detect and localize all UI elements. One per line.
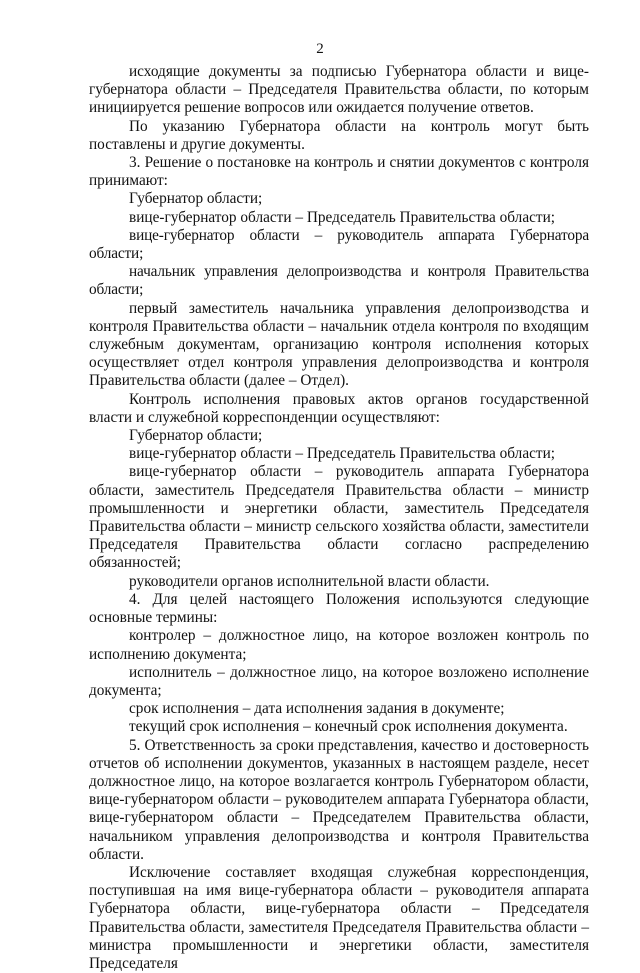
document-body (89, 63, 589, 973)
paragraph: Исключение составляет входящая служебная корреспонденция, поступившая на имя вице-губернатора области – руководителя аппарата Губернатора области, вице-губернатора области – Председателя Правительства области, заместителя Председателя Правительства области – министра промышленности и энергетики области, заместителя Председателя (89, 863, 589, 972)
paragraph: срок исполнения – дата исполнения задания в документе; (129, 700, 505, 718)
paragraph: вице-губернатор области – Председатель Правительства области; (129, 208, 556, 226)
paragraph: начальник управления делопроизводства и контроля Правительства области; (89, 263, 589, 299)
paragraph: 3. Решение о постановке на контроль и снятии документов с контроля принимают: (89, 154, 589, 190)
paragraph: исходящие документы за подписью Губернатора области и вице-губернатора области – Председателя Правительства области, по которым инициируется решение вопросов или ожидается получение ответов. (89, 63, 589, 117)
paragraph: Губернатор области; (129, 427, 263, 445)
paragraph: контролер – должностное лицо, на которое возложен контроль по исполнению документа; (89, 627, 589, 663)
paragraph: руководители органов исполнительной власти области. (129, 572, 490, 590)
paragraph: исполнитель – должностное лицо, на которое возложено исполнение документа; (89, 663, 589, 699)
paragraph: вице-губернатор области – руководитель аппарата Губернатора области; (89, 226, 589, 263)
paragraph: первый заместитель начальника управления делопроизводства и контроля Правительства области – начальник отдела контроля по входящим служебным документам, организацию контроля исполнения которых осуществляет отдел контроля управления делопроизводства и контроля Правительства области (далее – Отдел). (89, 299, 589, 390)
paragraph: текущий срок исполнения – конечный срок исполнения документа. (129, 718, 568, 736)
paragraph: Губернатор области; (129, 190, 263, 208)
paragraph: Контроль исполнения правовых актов органов государственной власти и служебной корреспонденции осуществляют: (89, 390, 589, 426)
paragraph: вице-губернатор области – Председатель Правительства области; (129, 445, 556, 463)
paragraph: 5. Ответственность за сроки представления, качество и достоверность отчетов об исполнении документов, указанных в настоящем разделе, несет должностное лицо, на которое возлагается контроль Губернатором области, вице-губернатором области – руководителем аппарата Губернатора области, вице-губернатором области – Председателем Правительства области, начальником управления делопроизводства и контроля Правительства области. (89, 736, 589, 863)
paragraph: По указанию Губернатора области на контроль могут быть поставлены и другие документы. (89, 117, 589, 153)
page-number: 2 (316, 41, 324, 57)
paragraph: 4. Для целей настоящего Положения используются следующие основные термины: (89, 590, 589, 627)
paragraph: вице-губернатор области – руководитель аппарата Губернатора области, заместитель Председателя Правительства области – министр промышленности и энергетики области, заместитель Председателя Правительства области – министр сельского хозяйства области, заместители Председателя Правительства области согласно распределению обязанностей; (89, 463, 589, 572)
